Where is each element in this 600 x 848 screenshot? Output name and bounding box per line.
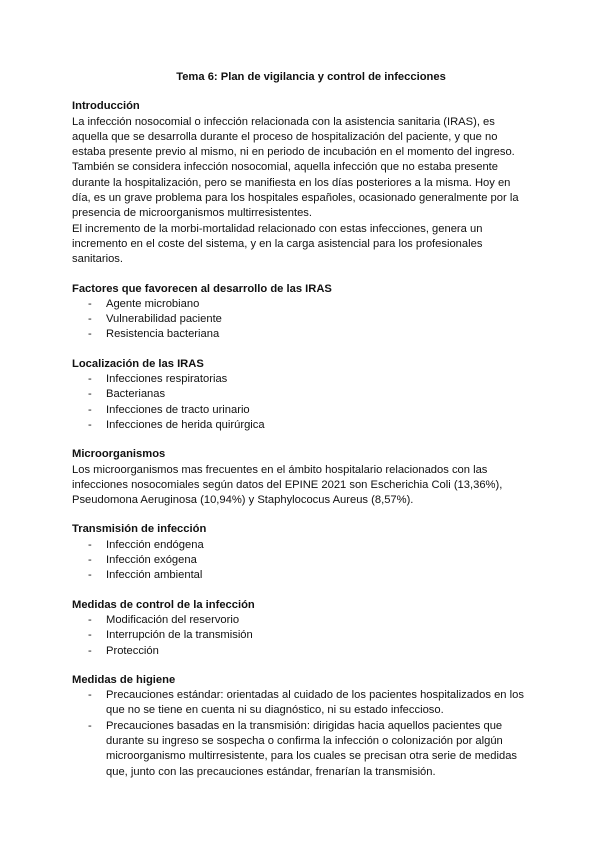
section-microorganismos xyxy=(72,447,530,508)
list-item: - Precauciones estándar: orientadas al cuidado de los pacientes hospitalizados en los que no se tiene en cuenta ni su diagnóstico, ni su estado infeccioso. xyxy=(72,688,530,719)
intro-paragraph-2: El incremento de la morbi-mortalidad relacionado con estas infecciones, genera un incremento en el coste del sistema, y en la carga asistencial para los profesionales sanitarios. xyxy=(72,222,483,266)
section-medidas-control xyxy=(72,598,530,659)
section-heading-microorganismos: Microorganismos xyxy=(72,448,166,461)
medidas-higiene-list xyxy=(72,688,530,780)
section-introduccion xyxy=(72,99,530,267)
list-item: - Interrupción de la transmisión xyxy=(72,628,530,643)
factores-list xyxy=(72,297,530,343)
intro-paragraph-1: La infección nosocomial o infección relacionada con la asistencia sanitaria (IRAS), es aquella que se desarrolla durante el proceso de hospitalización del paciente, y que no estaba presente previo al mismo, ni en periodo de incubación en el momento del ingreso. También se considera infección nosocomial, aquella infección que no estaba presente durante la hospitalización, pero se manifiesta en los días posteriores a la misma. Hoy en día, es un grave problema para los hospitales españoles, ocasionado generalmente por la presencia de microorganismos multirresistentes. xyxy=(72,115,519,220)
list-item: - Infección exógena xyxy=(72,553,530,568)
section-heading-factores: Factores que favorecen al desarrollo de las IRAS xyxy=(72,282,332,295)
list-item: - Infección endógena xyxy=(72,538,530,553)
list-item: - Bacterianas xyxy=(72,387,530,402)
section-heading-transmision: Transmisión de infección xyxy=(72,523,207,536)
document-title: Tema 6: Plan de vigilancia y control de infecciones xyxy=(176,71,446,83)
microorganismos-paragraph: Los microorganismos mas frecuentes en el ámbito hospitalario relacionados con las infecciones nosocomiales según datos del EPINE 2021 son Escherichia Coli (13,36%), Pseudomona Aeruginosa (10,94%) y Staphylococus Aureus (8,57%). xyxy=(72,463,503,507)
list-item: - Protección xyxy=(72,644,530,659)
localizacion-list xyxy=(72,372,530,433)
list-item: - Infecciones de tracto urinario xyxy=(72,403,530,418)
transmision-list xyxy=(72,538,530,584)
section-heading-introduccion: Introducción xyxy=(72,100,140,113)
section-medidas-higiene xyxy=(72,673,530,780)
section-factores xyxy=(72,282,530,343)
list-item: - Infecciones de herida quirúrgica xyxy=(72,418,530,433)
section-transmision xyxy=(72,522,530,583)
medidas-control-list xyxy=(72,613,530,659)
list-item: - Infección ambiental xyxy=(72,568,530,583)
list-item: - Resistencia bacteriana xyxy=(72,327,530,342)
list-item: - Modificación del reservorio xyxy=(72,613,530,628)
section-heading-localizacion: Localización de las IRAS xyxy=(72,357,204,370)
list-item: - Vulnerabilidad paciente xyxy=(72,312,530,327)
section-heading-medidas-higiene: Medidas de higiene xyxy=(72,673,176,686)
list-item: - Agente microbiano xyxy=(72,297,530,312)
section-localizacion xyxy=(72,357,530,433)
list-item: - Infecciones respiratorias xyxy=(72,372,530,387)
list-item: - Precauciones basadas en la transmisión: dirigidas hacia aquellos pacientes que durante su ingreso se sospecha o confirma la infección o colonización por algún microorganismo multirresistente, para los cuales se precisan otra serie de medidas que, junto con las precauciones estándar, frenarían la transmisión. xyxy=(72,719,530,780)
section-heading-medidas-control: Medidas de control de la infección xyxy=(72,598,255,611)
